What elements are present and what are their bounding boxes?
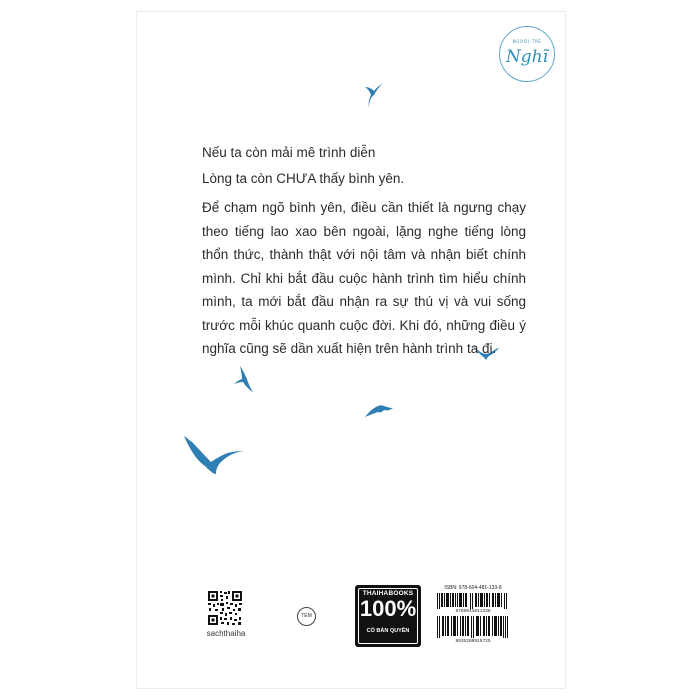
logo-small-text: NGƯỜI TRẺ [512,39,542,44]
barcode-area [433,584,513,647]
poem-line: Lòng ta còn CHƯA thấy bình yên. [202,171,405,186]
logo-main-text: Nghĩ [505,47,549,67]
ean-barcode-number: 8935280915725 [455,639,491,644]
copyright-badge [355,585,421,647]
bird-icon [357,82,385,108]
isbn-barcode [437,593,509,609]
poem-line: Nếu ta còn mải mê trình diễn [202,145,376,160]
ean-barcode [437,616,509,638]
bird-icon [364,403,394,418]
poem [202,140,522,192]
blurb-paragraph: Để chạm ngõ bình yên, điều cần thiết là ngưng chạy theo tiếng lao xao bên ngoài, lặng nghe tiếng lòng thổn thức, thành thật với nội tâm và nhận biết chính mình. Chỉ khi bắt đầu cuộc hành trình tìm hiểu chính mình, ta mới bắt đầu nhận ra sự thú vị và vui sống trước mỗi khúc quanh cuộc đời. Khi đó, những điều ý nghĩa cũng sẽ dần xuất hiện trên hành trình ta đi. [202,200,526,356]
publisher-logo [499,26,555,82]
bird-icon [233,365,255,393]
badge-number: 100% [359,596,417,621]
qr-caption: sachthaiha [206,629,246,638]
bird-icon [183,435,245,475]
stamp-tem: TEM [297,607,316,626]
qr-code[interactable] [207,590,243,626]
badge-brand: THAIHABOOKS [362,590,414,597]
isbn-barcode-number: 9786044811338 [455,609,491,614]
badge-caption: CÓ BẢN QUYỀN [366,628,410,634]
isbn-text: ISBN: 978-604-481-133-8 [444,585,502,591]
